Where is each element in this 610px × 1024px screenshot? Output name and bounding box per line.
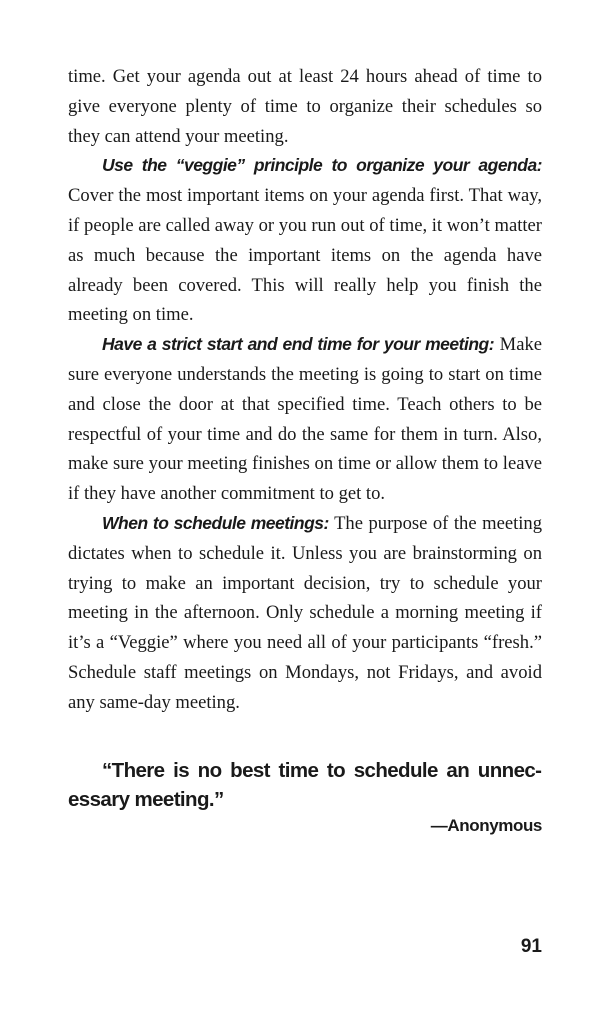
schedule-meetings-heading: When to schedule meetings:: [102, 512, 329, 533]
start-end-time-paragraph: [68, 330, 542, 509]
pull-quote: “There is no best time to schedule an unnecessary meeting.”: [68, 758, 542, 811]
veggie-principle-heading: Use the “veggie” principle to organize your agenda:: [102, 155, 542, 176]
start-end-time-text: Make sure everyone understands the meeting is going to start on time and close the door at that specified time. Teach others to be respectful of your time and do the same for them in turn. Also, make sure your meeting finishes on time or allow them to leave if they have another commitment to get to.: [68, 334, 542, 505]
page-content: [68, 62, 542, 836]
start-end-time-heading: Have a strict start and end time for your meeting:: [102, 334, 495, 355]
intro-paragraph: time. Get your agenda out at least 24 hours ahead of time to give everyone plenty of time to organize their schedules so they can attend your meeting.: [68, 66, 542, 147]
veggie-principle-paragraph: [68, 151, 542, 330]
schedule-meetings-text: The purpose of the meeting dictates when to schedule it. Unless you are brainstorming on trying to make an important decision, try to schedule your meeting in the afternoon. Only schedule a morning meeting if it’s a “Veggie” where you need all of your participants “fresh.” Schedule staff meetings on Mondays, not Fridays, and avoid any same-day meeting.: [68, 512, 543, 713]
page-number: 91: [520, 936, 542, 957]
veggie-principle-text: Cover the most important items on your agenda first. That way, if people are called away or you run out of time, it won’t matter as much because the important items on the agenda have already been covered. This will really help you finish the meeting on time.: [68, 185, 542, 326]
schedule-meetings-paragraph: [68, 509, 542, 718]
quote-attribution: —Anonymous: [430, 815, 542, 835]
